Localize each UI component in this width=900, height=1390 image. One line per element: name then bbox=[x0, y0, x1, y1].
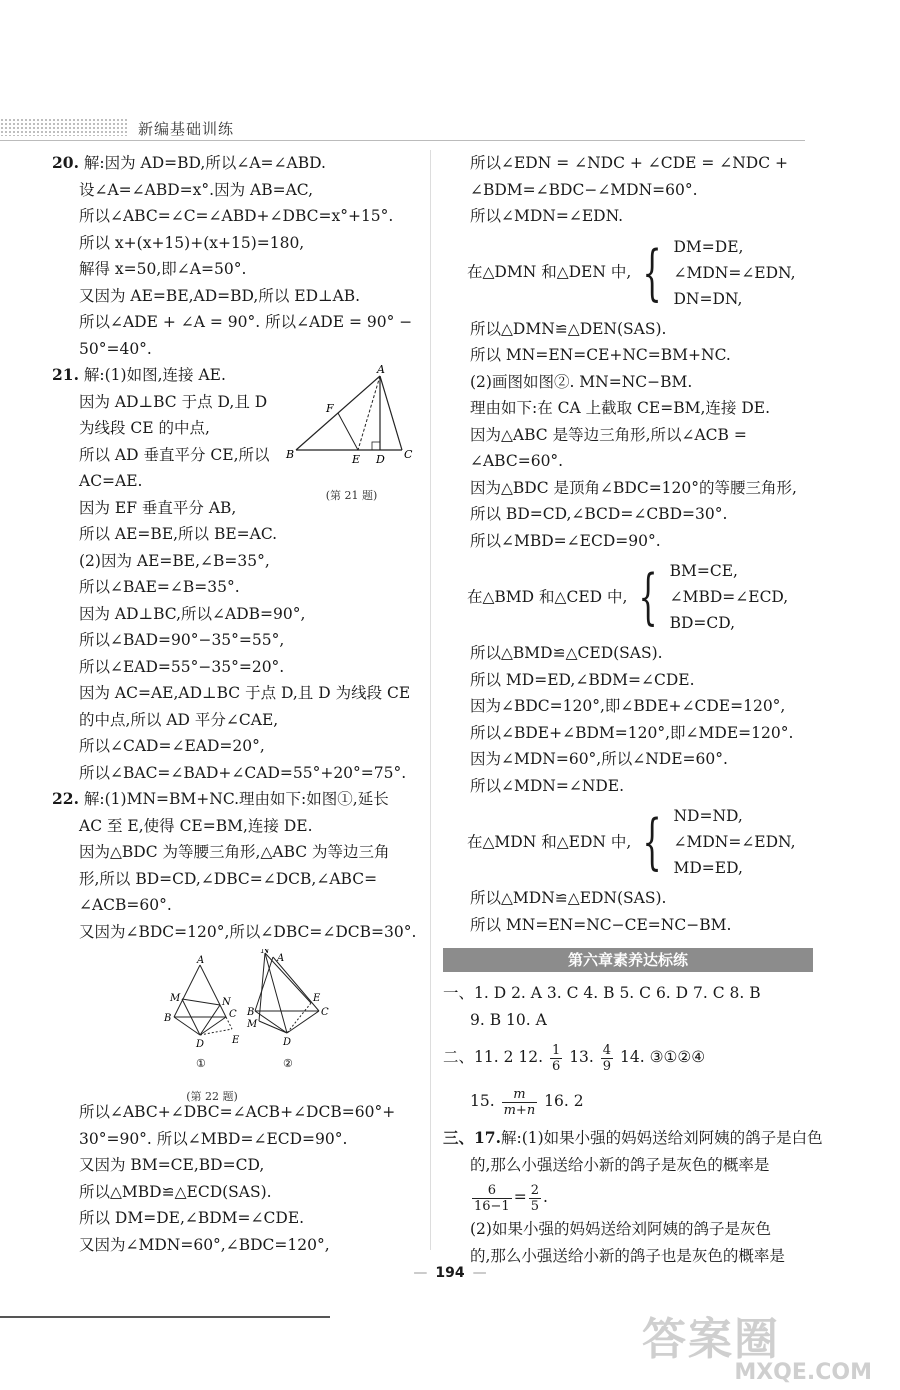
page-number: — 194 — bbox=[0, 1265, 900, 1281]
svg-text:B: B bbox=[247, 1007, 255, 1018]
svg-text:C: C bbox=[321, 1007, 329, 1018]
question-21: 21. 解:(1)如图,连接 AE. 因为 AD⊥BC 于点 D,且 D 为线段 CE 的中点, 所以 AD 垂直平分 CE,所以 AC=AE. 因为 EF 垂直平分 AB, A F B E D C (第 21 题) 所以 AE=BE,所以 BE=AC. (2)因为 AE=BE,∠B=35°, 所以∠BAE=∠B=35°. 因为 AD⊥BC,所以∠ADB=90°, 所以∠BAD=90°−35°=55°, 所以∠EAD=55°−35°=20°. 因为 AC=AE,AD⊥BC 于点 D,且 D 为线段 CE 的中点,所以 AD 平分∠CAE, 所以∠CAD=∠EAD=20°, 所以∠BAC=∠BAD+∠CAD=55°+20°=75°. bbox=[52, 362, 417, 786]
equation-system-2: 在△BMD 和△CED 中, { BM=CE, ∠MBD=∠ECD, BD=CD, bbox=[467, 562, 789, 632]
label-b: B bbox=[286, 448, 295, 461]
fraction-13: $\frac{4}{9}$ bbox=[602, 1042, 612, 1074]
left-column bbox=[52, 150, 417, 1258]
figure-22-1-label: ① bbox=[196, 1057, 206, 1070]
mc-answers-1: 一、1. D 2. A 3. C 4. B 5. C 6. D 7. C 8. B bbox=[443, 984, 761, 1002]
svg-text:M: M bbox=[170, 993, 181, 1004]
svg-text:B: B bbox=[164, 1013, 172, 1024]
svg-text:C: C bbox=[229, 1009, 237, 1020]
figure-21 bbox=[284, 362, 419, 502]
svg-text:M: M bbox=[247, 1019, 258, 1030]
label-a: A bbox=[377, 363, 385, 376]
svg-text:E: E bbox=[232, 1035, 240, 1046]
right-column: 所以∠EDN = ∠NDC + ∠CDE = ∠NDC + ∠BDM=∠BDC−∠MDN=60°. 所以∠MDN=∠EDN. 在△DMN 和△DEN 中, { DM=DE, ∠MDN=∠EDN, DN=DN, 所以△DMN≌△DEN(SAS). 所以 MN=EN=CE+NC=BM+NC. (2)画图如图②. MN=NC−BM. 理由如下:在 CA 上截取 CE=BM,连接 DE. 因为△ABC 是等边三角形,所以∠ACB = ∠ABC=60°. 因为△BDC 是顶角∠BDC=120°的等腰三角形, 所以 BD=CD,∠BCD=∠CBD=30°. 所以∠MBD=∠ECD=90°. 在△BMD 和△CED 中, { BM=CE, ∠MBD=∠ECD, BD=CD, 所以△BMD≌△CED(SAS). 所以 MD=ED,∠BDM=∠CDE. 因为∠BDC=120°,即∠BDE+∠CDE=120°, 所以∠BDE+∠BDM=120°,即∠MDE=120°. 因为∠MDN=60°,所以∠NDE=60°. 所以∠MDN=∠NDE. 在△MDN 和△EDN 中, { ND=ND, ∠MDN=∠EDN, MD=ED, 所以△MDN≌△EDN(SAS). 所以 MN=EN=NC−CE=NC−BM. 第六章素养达标练 一、1. D 2. A 3. C 4. B 5. C 6. D 7. C 8. B 9. B 10. A 二、11. 2 12. $\frac{1}{6}$ 13. $\frac{4}{9}$ 14. ③①②④ 15. $\frac{m}{m+n}$ 16. 2 三、17.解:(1)如果小强的妈妈送给刘阿姨的鸽子是白色 的,那么小强送给小新的鸽子是灰色的概率是 $\frac{6}{16-1}$ = $\frac{2}{5}$ . (2)如果小强的妈妈送给刘阿姨的鸽子是灰色 的,那么小强送给小新的鸽子也是灰色的概率是 bbox=[443, 150, 813, 1269]
svg-text:N: N bbox=[261, 949, 270, 956]
label-d: D bbox=[376, 453, 385, 466]
fraction-15: $\frac{m}{m+n}$ bbox=[503, 1086, 536, 1118]
svg-text:N: N bbox=[222, 997, 231, 1008]
chapter-banner: 第六章素养达标练 bbox=[443, 948, 813, 972]
figure-22-2-label: ② bbox=[283, 1057, 293, 1070]
question-20: 20. 解:因为 AD=BD,所以∠A=∠ABD. 设∠A=∠ABD=x°.因为 AB=AC, 所以∠ABC=∠C=∠ABD+∠DBC=x°+15°. 所以 x+(x+15)+(x+15)=180, 解得 x=50,即∠A=50°. 又因为 AE=BE,AD=BD,所以 ED⊥AB. 所以∠ADE + ∠A = 90°. 所以∠ADE = 90° − 50°=40°. bbox=[52, 153, 413, 358]
equation-system-3: 在△MDN 和△EDN 中, { ND=ND, ∠MDN=∠EDN, MD=ED, bbox=[467, 807, 796, 877]
svg-text:A: A bbox=[277, 953, 285, 964]
header-decoration bbox=[0, 118, 128, 136]
question-22: 22. 解:(1)MN=BM+NC.理由如下:如图①,延长 AC 至 E,使得 CE=BM,连接 DE. 因为△BDC 为等腰三角形,△ABC 为等边三角 形,所以 BD=CD,∠DBC=∠DCB,∠ABC= ∠ACB=60°. 又因为∠BDC=120°,所以∠DBC=∠DCB=30°. A M N B C D E ① N A E B M C D ② (第 22 题) 所以∠ABC+∠DBC=∠ACB+∠DCB=60°+ 30°=90°. 所以∠MBD=∠ECD=90°. 又因为 BM=CE,BD=CD, 所以△MBD≌△ECD(SAS). 所以 DM=DE,∠BDM=∠CDE. 又因为∠MDN=60°,∠BDC=120°, bbox=[52, 786, 417, 1258]
book-title: 新编基础训练 bbox=[138, 120, 235, 138]
figure-22 bbox=[52, 949, 417, 1103]
svg-text:D: D bbox=[283, 1037, 292, 1048]
question-17: 三、17.解:(1)如果小强的妈妈送给刘阿姨的鸽子是白色 的,那么小强送给小新的鸽子是灰色的概率是 $\frac{6}{16-1}$ = $\frac{2}{5}$ . (2)如果小强的妈妈送给刘阿姨的鸽子是灰色 的,那么小强送给小新的鸽子也是灰色的概率是 bbox=[443, 1128, 823, 1265]
svg-text:E: E bbox=[313, 993, 321, 1004]
watermark: 答案圈 MXQE.COM bbox=[642, 1314, 872, 1385]
header-rule bbox=[0, 140, 805, 141]
figure-21-caption: (第 21 题) bbox=[325, 488, 378, 502]
figure-22-caption: (第 22 题) bbox=[186, 1089, 238, 1103]
fraction-12: $\frac{1}{6}$ bbox=[551, 1042, 561, 1074]
label-e: E bbox=[352, 453, 361, 466]
mc-answers-2: 9. B 10. A bbox=[470, 1010, 547, 1029]
svg-text:D: D bbox=[196, 1039, 205, 1050]
triangle-diagram-21 bbox=[284, 362, 419, 474]
label-f: F bbox=[326, 402, 334, 415]
column-divider bbox=[430, 150, 431, 1250]
svg-text:A: A bbox=[197, 955, 205, 966]
equation-system-1: 在△DMN 和△DEN 中, { DM=DE, ∠MDN=∠EDN, DN=DN, bbox=[467, 237, 796, 308]
triangle-diagrams-22 bbox=[52, 949, 417, 1075]
label-c: C bbox=[404, 448, 413, 461]
fill-answers-1: 二、11. 2 12. $\frac{1}{6}$ 13. $\frac{4}{9}$ 14. ③①②④ bbox=[443, 1042, 706, 1074]
fill-answers-2: 15. $\frac{m}{m+n}$ 16. 2 bbox=[470, 1086, 584, 1118]
footer-rule bbox=[0, 1316, 330, 1318]
fraction-17b: $\frac{2}{5}$ bbox=[530, 1182, 539, 1214]
fraction-17a: $\frac{6}{16-1}$ bbox=[474, 1182, 510, 1214]
